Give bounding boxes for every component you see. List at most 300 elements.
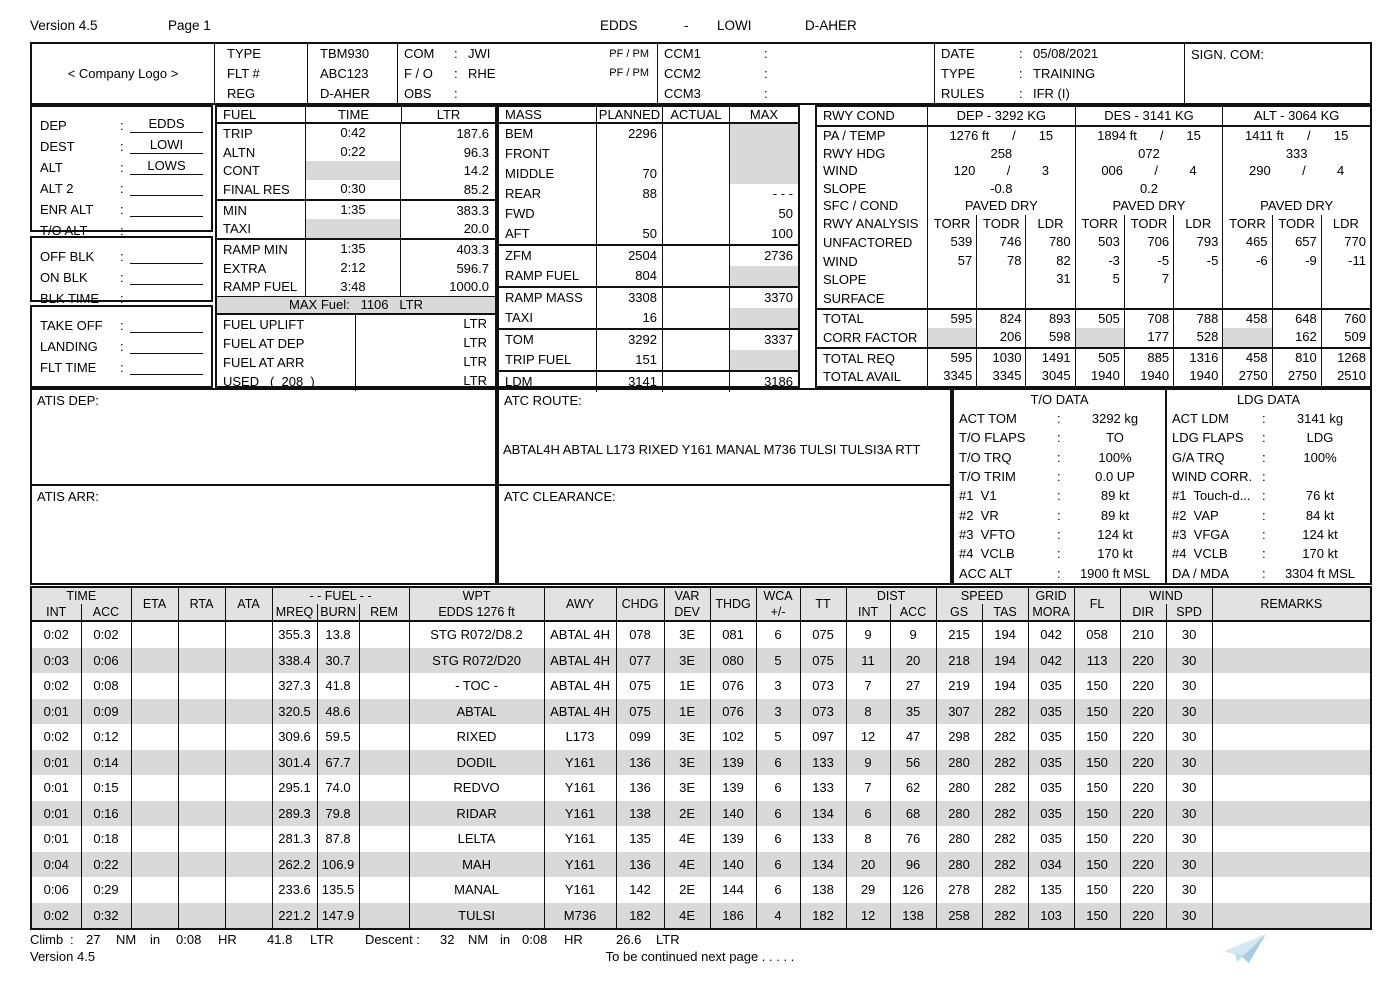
nav-cell-tas: 282 — [982, 750, 1028, 776]
analysis-row-label: SURFACE — [823, 290, 885, 306]
analysis-value: 458 — [1222, 349, 1271, 368]
nav-cell-rta — [178, 775, 225, 801]
ldg-data-title: LDG DATA — [1236, 392, 1301, 407]
analysis-value: 824 — [976, 310, 1025, 329]
nav-cell-rta — [178, 648, 225, 674]
date-label: DATE — [941, 46, 975, 62]
nav-cell-var-dev: 4E — [664, 826, 710, 852]
atc-clearance-area — [499, 486, 950, 583]
ldg-label: #3 VFGA — [1172, 526, 1230, 542]
mass-planned: 3292 — [596, 330, 662, 350]
atis-box — [30, 388, 497, 585]
analysis-value: 206 — [976, 328, 1025, 347]
ldg-row-3-vfga: #3 VFGA : 124 kt — [1167, 525, 1370, 544]
fuel-group-header: - - FUEL - - — [272, 587, 409, 604]
nav-cell-rta — [178, 673, 225, 699]
field-value — [130, 316, 203, 333]
nav-cell-tt: 134 — [800, 801, 846, 827]
to-label: ACT TOM — [959, 411, 1017, 427]
pa-temp-row: PA / TEMP 1276 ft / 15 1894 ft / 15 1411 ft / 15 — [817, 127, 1370, 145]
nav-cell-mreq: 289.3 — [272, 801, 317, 827]
nav-cell-thdg: 081 — [710, 621, 756, 648]
rwy-analysis-row-slope — [817, 270, 1370, 289]
cabin-crew-info: CCM1 : CCM2 : CCM3 : — [658, 44, 935, 103]
nav-cell-var-dev: 3E — [664, 648, 710, 674]
aircraft-info — [215, 44, 398, 103]
time-col-header: TIME — [305, 107, 401, 122]
awy-header: AWY — [544, 587, 616, 621]
nav-cell-wpt: RIDAR — [409, 801, 544, 827]
ldg-label: G/A TRQ — [1172, 449, 1225, 465]
fuel-time — [305, 219, 401, 238]
nav-cell-eta — [131, 648, 178, 674]
mass-row-zfm — [499, 244, 798, 266]
analysis-value — [1272, 289, 1321, 308]
field-value: LOWS — [130, 158, 203, 175]
nav-cell-dist-int: 12 — [846, 724, 890, 750]
to-label: ACC ALT — [959, 565, 1013, 581]
fuel-ltr: 1000.0 — [449, 279, 489, 295]
rwy-analysis-header: RWY ANALYSIS TORR TODR LDR TORR TODR LDR TORR TODR LDR — [817, 215, 1370, 234]
nav-cell-rem — [359, 621, 409, 648]
nav-cell-chdg: 078 — [616, 621, 664, 648]
nav-cell-gs: 218 — [936, 648, 982, 674]
mass-row-label: FWD — [505, 206, 535, 221]
nav-cell-gs: 280 — [936, 801, 982, 827]
nav-cell-remarks — [1212, 724, 1371, 750]
field-label: ON BLK — [40, 270, 88, 285]
nav-cell-awy: L173 — [544, 724, 616, 750]
analysis-value: 598 — [1025, 328, 1074, 347]
nav-cell-fl: 150 — [1074, 903, 1120, 930]
to-row-acc-alt: ACC ALT : 1900 ft MSL — [954, 563, 1165, 582]
ldg-value: 170 kt — [1302, 546, 1338, 562]
nav-cell-fl: 150 — [1074, 750, 1120, 776]
speed-group-header: SPEED — [936, 587, 1028, 604]
analysis-value: 505 — [1075, 310, 1124, 329]
nav-cell-dist-int: 8 — [846, 699, 890, 725]
nav-cell-awy: Y161 — [544, 801, 616, 827]
mass-row-label: ZFM — [505, 248, 532, 263]
nav-cell-grid-mora: 042 — [1028, 648, 1074, 674]
nav-cell-rta — [178, 877, 225, 903]
chdg-header: CHDG — [616, 587, 664, 621]
field-alt-2: ALT 2 : — [32, 175, 211, 196]
nav-cell-gs: 278 — [936, 877, 982, 903]
analysis-value: 706 — [1124, 233, 1173, 252]
nav-cell-wca: 6 — [756, 852, 800, 878]
nav-cell-wind-spd: 30 — [1166, 852, 1212, 878]
mass-actual — [662, 204, 729, 224]
mass-planned: 804 — [596, 266, 662, 286]
company-logo-text: < Company Logo > — [67, 66, 179, 81]
climb-time: 0:08 — [176, 932, 202, 947]
ltr-col-header: LTR — [401, 107, 495, 122]
ldg-value: 3304 ft MSL — [1284, 565, 1356, 581]
actual-col-header: ACTUAL — [662, 107, 729, 122]
nav-cell-tas: 282 — [982, 826, 1028, 852]
mass-actual — [662, 288, 729, 308]
fuel-row-ramp-min — [217, 238, 495, 259]
rwy-analysis-row-total-avail — [817, 367, 1370, 386]
analysis-value: 3345 — [927, 367, 976, 386]
nav-cell-wca: 6 — [756, 621, 800, 648]
analysis-value: 7 — [1124, 270, 1173, 289]
nav-cell-grid-mora: 035 — [1028, 699, 1074, 725]
climb-label: Climb — [30, 932, 64, 947]
fuel-row-label: RAMP MIN — [223, 241, 288, 257]
analysis-value: 78 — [976, 252, 1025, 271]
nav-cell-remarks — [1212, 877, 1371, 903]
analysis-value: 162 — [1272, 328, 1321, 347]
nav-cell-fl: 150 — [1074, 775, 1120, 801]
descent-fuel: 26.6 — [616, 932, 642, 947]
nav-cell-wind-dir: 220 — [1120, 903, 1166, 930]
nav-cell-dist-acc: 62 — [890, 775, 936, 801]
mass-row-front — [499, 144, 798, 164]
nav-cell-dist-int: 7 — [846, 775, 890, 801]
nav-cell-grid-mora: 034 — [1028, 852, 1074, 878]
mass-row-bem — [499, 124, 798, 144]
nav-cell-remarks — [1212, 621, 1371, 648]
fuel-time: 0:42 — [305, 124, 401, 143]
nav-cell-grid-mora: 035 — [1028, 750, 1074, 776]
nav-log-row — [31, 903, 1371, 930]
nav-cell-mreq: 281.3 — [272, 826, 317, 852]
wind-spd-header: SPD — [1166, 604, 1212, 621]
nav-cell-wind-spd: 30 — [1166, 699, 1212, 725]
to-value: 1900 ft MSL — [1079, 565, 1151, 581]
nav-cell-int: 0:06 — [43, 882, 69, 897]
mass-planned: 88 — [596, 184, 662, 204]
nav-cell-int: 0:03 — [43, 652, 69, 668]
mass-row-middle — [499, 164, 798, 184]
mreq-header: MREQ — [272, 604, 317, 621]
mass-planned: 16 — [596, 308, 662, 328]
rta-header: RTA — [178, 587, 225, 621]
field-flt-time: FLT TIME : — [32, 354, 211, 375]
nav-cell-int: 0:01 — [43, 805, 69, 821]
nav-cell-gs: 280 — [936, 852, 982, 878]
nav-cell-wind-dir: 220 — [1120, 775, 1166, 801]
nav-cell-wpt: STG R072/D8.2 — [409, 621, 544, 648]
nav-cell-dist-int: 9 — [846, 750, 890, 776]
crew-row: OBS : — [398, 83, 657, 103]
nav-cell-wpt: TULSI — [409, 903, 544, 930]
nav-cell-int: 0:02 — [43, 678, 69, 693]
fuel-actual-label: FUEL AT ARR — [223, 354, 305, 370]
fuel-time: 1:35 — [305, 240, 401, 259]
nav-cell-grid-mora: 042 — [1028, 621, 1074, 648]
analysis-value — [976, 289, 1025, 308]
mass-row-trip-fuel — [499, 350, 798, 370]
analysis-value — [1222, 328, 1271, 347]
nav-cell-chdg: 182 — [616, 903, 664, 930]
analysis-value: 746 — [976, 233, 1025, 252]
nav-cell-burn: 147.9 — [317, 903, 359, 930]
field-landing: LANDING : — [32, 333, 211, 354]
analysis-value: 31 — [1025, 270, 1074, 289]
mass-max: 100 — [729, 224, 798, 244]
to-value: 89 kt — [1100, 488, 1130, 504]
fuel-row-label: CONT — [223, 163, 260, 179]
nav-cell-var-dev: 2E — [664, 801, 710, 827]
fuel-time: 0:30 — [305, 180, 401, 199]
nav-cell-rta — [178, 801, 225, 827]
title-destination: LOWI — [717, 18, 752, 33]
analysis-value: 648 — [1272, 310, 1321, 329]
nav-cell-dist-int: 29 — [846, 877, 890, 903]
mass-col-header: MASS — [505, 107, 542, 122]
analysis-value: 793 — [1173, 233, 1222, 252]
mass-planned: 151 — [596, 350, 662, 370]
nav-cell-thdg: 076 — [710, 673, 756, 699]
landing-data — [1165, 390, 1370, 583]
nav-cell-chdg: 075 — [616, 673, 664, 699]
ldg-value: 84 kt — [1305, 507, 1335, 523]
field-dep: DEP : EDDS — [32, 112, 211, 133]
nav-cell-chdg: 136 — [616, 775, 664, 801]
field-label: OFF BLK — [40, 249, 95, 264]
nav-cell-chdg: 075 — [616, 699, 664, 725]
analysis-row-label: TOTAL AVAIL — [823, 369, 902, 385]
mass-max — [729, 350, 798, 370]
ldg-label: DA / MDA — [1172, 565, 1230, 581]
nav-cell-rem — [359, 673, 409, 699]
fuel-time — [305, 161, 401, 180]
field-label: DEP — [40, 118, 67, 133]
nav-cell-rta — [178, 699, 225, 725]
nav-cell-dist-acc: 47 — [890, 724, 936, 750]
ldg-row-g-a-trq: G/A TRQ : 100% — [1167, 448, 1370, 467]
nav-cell-eta — [131, 699, 178, 725]
fuel-actual-label: FUEL AT DEP — [223, 336, 305, 352]
field-label: ALT 2 — [40, 181, 74, 196]
nav-cell-fl: 150 — [1074, 673, 1120, 699]
analysis-row-label: UNFACTORED — [823, 235, 913, 251]
nav-cell-fl: 058 — [1074, 621, 1120, 648]
mass-max: 3370 — [729, 288, 798, 308]
nav-cell-tas: 282 — [982, 903, 1028, 930]
type-label: TYPE — [215, 44, 308, 64]
takeoff-data — [954, 390, 1165, 583]
nav-cell-rta — [178, 724, 225, 750]
mass-max: 3337 — [729, 330, 798, 350]
analysis-value — [1321, 270, 1370, 289]
crew-role: PF / PM — [609, 67, 649, 80]
analysis-value: 2750 — [1272, 367, 1321, 386]
fuel-actual-unit: LTR — [355, 372, 495, 391]
nav-cell-burn: 59.5 — [317, 724, 359, 750]
nav-cell-tas: 194 — [982, 621, 1028, 648]
analysis-value: 788 — [1173, 310, 1222, 329]
page-number: Page 1 — [168, 18, 211, 33]
nav-cell-rem — [359, 801, 409, 827]
to-label: #3 VFTO — [959, 526, 1016, 542]
nav-cell-wind-spd: 30 — [1166, 826, 1212, 852]
nav-cell-awy: ABTAL 4H — [544, 621, 616, 648]
crew-label: COM — [404, 46, 435, 62]
continued-note: To be continued next page . . . . . — [605, 949, 795, 964]
nav-cell-wpt: MAH — [409, 852, 544, 878]
nav-cell-thdg: 140 — [710, 852, 756, 878]
to-value: 124 kt — [1097, 526, 1133, 542]
ldg-row-2-vap: #2 VAP : 84 kt — [1167, 505, 1370, 524]
fl-header: FL — [1074, 587, 1120, 621]
ldg-value: 3141 kg — [1296, 411, 1344, 427]
field-value — [130, 179, 203, 196]
nav-cell-tas: 194 — [982, 648, 1028, 674]
nav-cell-wind-dir: 220 — [1120, 801, 1166, 827]
nav-cell-tas: 282 — [982, 699, 1028, 725]
nav-cell-var-dev: 4E — [664, 852, 710, 878]
nav-cell-thdg: 102 — [710, 724, 756, 750]
field-alt: ALT : LOWS — [32, 154, 211, 175]
field-label: T/O ALT — [40, 223, 88, 238]
mass-planned: 70 — [596, 164, 662, 184]
nav-cell-awy: M736 — [544, 903, 616, 930]
nav-cell-wind-dir: 220 — [1120, 852, 1166, 878]
nav-cell-grid-mora: 035 — [1028, 775, 1074, 801]
nav-cell-tt: 073 — [800, 673, 846, 699]
analysis-col-ldr: LDR — [1321, 215, 1370, 234]
nav-cell-rta — [178, 750, 225, 776]
fuel-ltr: 596.7 — [456, 260, 489, 276]
mass-row-aft — [499, 224, 798, 244]
nav-cell-fl: 150 — [1074, 699, 1120, 725]
nav-cell-var-dev: 1E — [664, 699, 710, 725]
to-label: T/O FLAPS — [959, 430, 1026, 446]
nav-cell-ata — [225, 699, 272, 725]
title-registration: D-AHER — [805, 18, 857, 33]
field-value — [130, 289, 203, 306]
nav-log-row — [31, 750, 1371, 776]
analysis-value — [1173, 289, 1222, 308]
nav-cell-wind-dir: 220 — [1120, 699, 1166, 725]
max-col-header: MAX — [729, 107, 798, 122]
analysis-value: -5 — [1173, 252, 1222, 271]
nav-cell-wind-spd: 30 — [1166, 621, 1212, 648]
mass-actual — [662, 184, 729, 204]
analysis-value: -11 — [1321, 252, 1370, 271]
nav-cell-acc: 0:06 — [81, 648, 131, 674]
analysis-value: 1940 — [1124, 367, 1173, 386]
nav-log-row — [31, 852, 1371, 878]
analysis-value: 760 — [1321, 310, 1370, 329]
to-label: #4 VCLB — [959, 546, 1015, 562]
to-label: T/O TRIM — [959, 469, 1016, 485]
nav-cell-rta — [178, 621, 225, 648]
mass-max — [729, 266, 798, 286]
analysis-value — [976, 270, 1025, 289]
crew-role: PF / PM — [609, 47, 649, 60]
nav-cell-int: 0:02 — [43, 627, 69, 642]
nav-cell-wpt: STG R072/D20 — [409, 648, 544, 674]
field-t-o-alt: T/O ALT : — [32, 217, 211, 238]
nav-cell-var-dev: 1E — [664, 673, 710, 699]
fuel-row-trip — [217, 124, 495, 143]
mass-planned — [596, 204, 662, 224]
nav-cell-dist-acc: 20 — [890, 648, 936, 674]
crew-value: JWI — [468, 46, 491, 62]
fuel-ltr: 187.6 — [456, 125, 489, 141]
nav-cell-remarks — [1212, 648, 1371, 674]
analysis-value: 505 — [1075, 349, 1124, 368]
fuel-row-label: FINAL RES — [223, 181, 290, 197]
nav-cell-rta — [178, 826, 225, 852]
atc-route-label: ATC ROUTE: — [504, 393, 582, 408]
wca-header: WCA +/- — [756, 587, 800, 621]
analysis-col-todr: TODR — [1272, 215, 1321, 234]
atis-dep-label: ATIS DEP: — [37, 393, 99, 408]
ldg-label: WIND CORR. — [1172, 469, 1253, 485]
gs-header: GS — [936, 604, 982, 621]
nav-cell-fl: 113 — [1074, 648, 1120, 674]
nav-log — [30, 586, 1372, 930]
nav-cell-burn: 67.7 — [317, 750, 359, 776]
field-off-blk: OFF BLK : — [32, 243, 211, 264]
nav-cell-ata — [225, 826, 272, 852]
nav-cell-ata — [225, 750, 272, 776]
nav-cell-wind-spd: 30 — [1166, 903, 1212, 930]
type-label: TYPE — [941, 65, 975, 81]
crew-row: COM : JWI PF / PM — [398, 44, 657, 64]
fuel-row-min — [217, 199, 495, 220]
ldg-row-4-vclb: #4 VCLB : 170 kt — [1167, 544, 1370, 563]
footer-version: Version 4.5 — [30, 949, 96, 964]
nav-cell-wca: 5 — [756, 724, 800, 750]
nav-cell-dist-int: 6 — [846, 801, 890, 827]
nav-cell-dist-acc: 76 — [890, 826, 936, 852]
analysis-value: 539 — [927, 233, 976, 252]
rwy-dep-header: DEP - 3292 KG — [927, 107, 1075, 125]
company-logo — [32, 44, 215, 103]
nav-cell-int: 0:02 — [43, 729, 69, 744]
flight-header-box — [30, 42, 1372, 105]
nav-cell-eta — [131, 750, 178, 776]
wind-group-header: WIND — [1120, 587, 1212, 604]
nav-cell-remarks — [1212, 826, 1371, 852]
nav-cell-mreq: 221.2 — [272, 903, 317, 930]
rwy-analysis-row-wind — [817, 252, 1370, 271]
nav-cell-dist-int: 7 — [846, 673, 890, 699]
fuel-col-header: FUEL — [223, 107, 257, 122]
analysis-col-torr: TORR — [1075, 215, 1124, 234]
crew-label: OBS — [404, 85, 432, 101]
nav-cell-remarks — [1212, 699, 1371, 725]
nav-cell-wind-spd: 30 — [1166, 750, 1212, 776]
nav-cell-wpt: - TOC - — [409, 673, 544, 699]
analysis-value — [1173, 270, 1222, 289]
mass-max: 2736 — [729, 246, 798, 266]
nav-cell-rem — [359, 852, 409, 878]
nav-cell-wpt: REDVO — [409, 775, 544, 801]
to-value: 170 kt — [1097, 546, 1133, 562]
nav-cell-ata — [225, 852, 272, 878]
nav-cell-acc: 0:12 — [81, 724, 131, 750]
rwy-table-header — [817, 107, 1370, 127]
mass-max — [729, 144, 798, 164]
nav-cell-acc: 0:14 — [81, 750, 131, 776]
var-dev-header: VAR DEV — [664, 587, 710, 621]
nav-cell-remarks — [1212, 903, 1371, 930]
nav-cell-acc: 0:09 — [81, 699, 131, 725]
nav-cell-mreq: 355.3 — [272, 621, 317, 648]
nav-cell-awy: Y161 — [544, 775, 616, 801]
sign-com-label: SIGN. COM: — [1191, 47, 1264, 62]
nav-log-row — [31, 699, 1371, 725]
analysis-col-todr: TODR — [976, 215, 1025, 234]
